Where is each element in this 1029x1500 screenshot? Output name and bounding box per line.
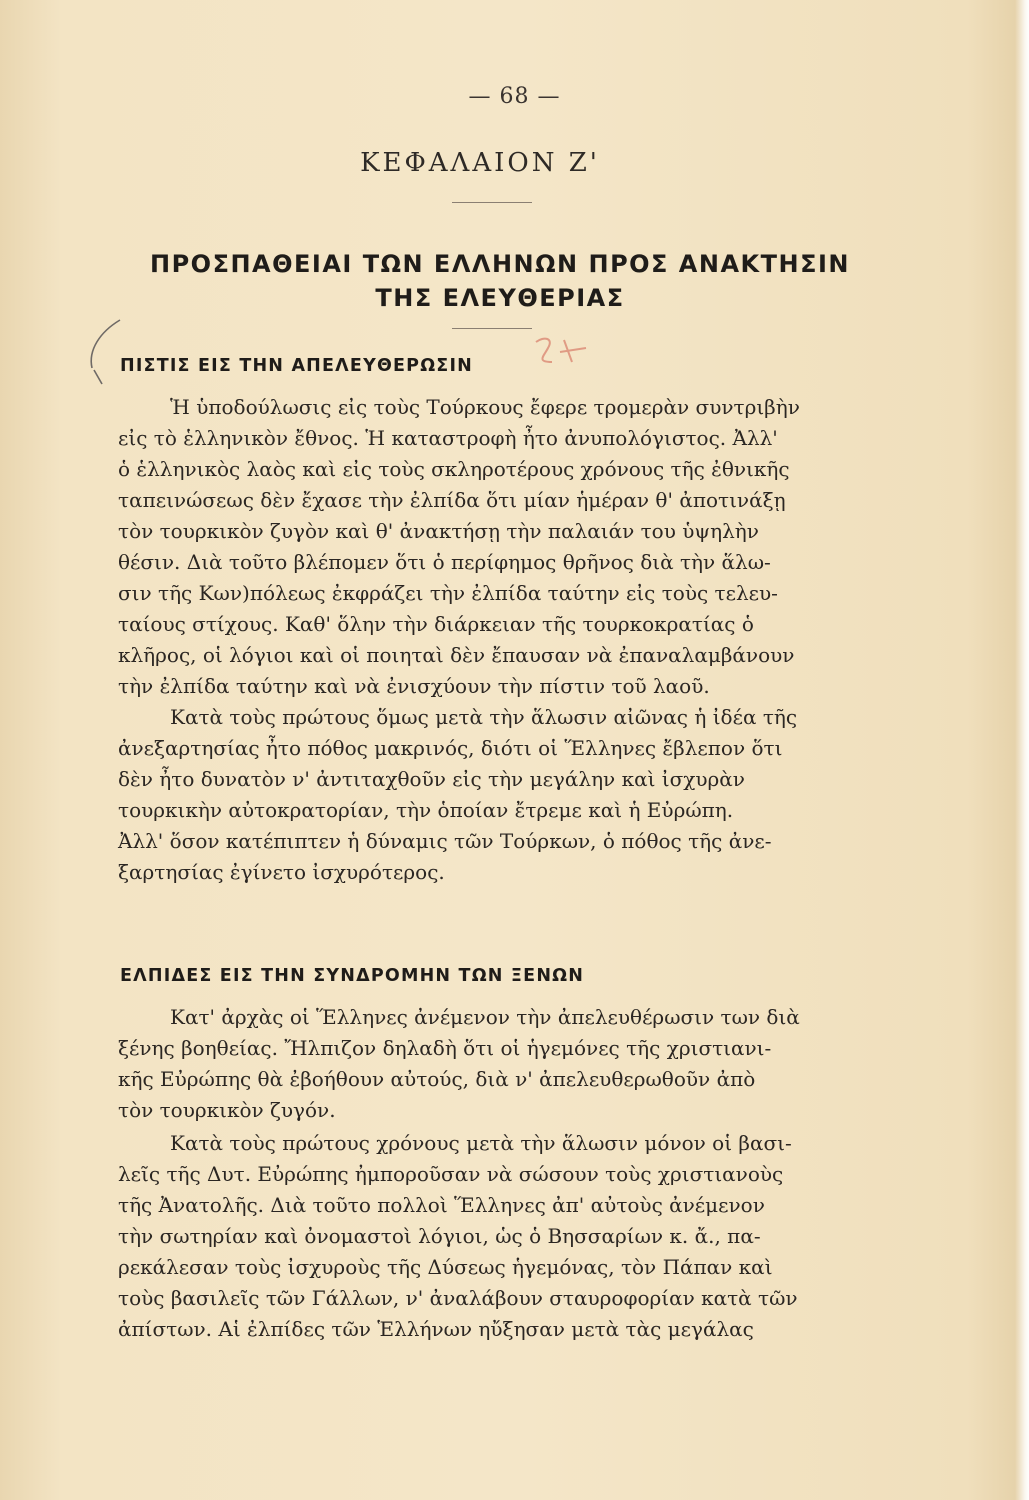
text-line: ταπεινώσεως δὲν ἔχασε τὴν ἐλπίδα ὅτι μίαν ἡμέραν θ' ἀποτινάξῃ [118,488,786,512]
paragraph-1 [118,392,878,702]
section-heading-hopes: ΕΛΠΙΔΕΣ ΕΙΣ ΤΗΝ ΣΥΝΔΡΟΜΗΝ ΤΩΝ ΞΕΝΩΝ [120,966,585,986]
text-line: τὸν τουρκικὸν ζυγὸν καὶ θ' ἀνακτήσῃ τὴν παλαιάν του ὑψηλὴν [118,519,759,543]
text-line: λεῖς τῆς Δυτ. Εὐρώπης ἠμποροῦσαν νὰ σώσουν τοὺς χριστιανοὺς [118,1162,784,1186]
title-rule [452,328,532,329]
text-line: τὴν σωτηρίαν καὶ ὀνομαστοὶ λόγιοι, ὡς ὁ Βησσαρίων κ. ἄ., πα- [118,1224,761,1248]
pencil-margin-mark [80,318,130,388]
text-line: Κατὰ τοὺς πρώτους ὅμως μετὰ τὴν ἅλωσιν αἰῶνας ἡ ἰδέα τῆς [170,705,798,729]
text-line: ρεκάλεσαν τοὺς ἰσχυροὺς τῆς Δύσεως ἡγεμόνας, τὸν Πάπαν καὶ [118,1255,773,1279]
title-line-2: ΤΗΣ ΕΛΕΥΘΕΡΙΑΣ [375,284,625,312]
text-line: ὁ ἑλληνικὸς λαὸς καὶ εἰς τοὺς σκληροτέρους χρόνους τῆς ἐθνικῆς [118,457,790,481]
text-line: ταίους στίχους. Καθ' ὅλην τὴν διάρκειαν τῆς τουρκοκρατίας ὁ [118,612,754,636]
text-line: εἰς τὸ ἑλληνικὸν ἔθνος. Ἡ καταστροφὴ ἦτο ἀνυπολόγιστος. Ἀλλ' [118,426,778,450]
text-line: τὸν τουρκικὸν ζυγόν. [118,1098,336,1122]
text-line: Ἀλλ' ὅσον κατέπιπτεν ἡ δύναμις τῶν Τούρκων, ὁ πόθος τῆς ἀνε- [118,829,772,853]
red-pencil-annotation [530,332,600,378]
text-line: κλῆρος, οἱ λόγιοι καὶ οἱ ποιηταὶ δὲν ἔπαυσαν νὰ ἐπαναλαμβάνουν [118,643,795,667]
title-line-1: ΠΡΟΣΠΑΘΕΙΑΙ ΤΩΝ ΕΛΛΗΝΩΝ ΠΡΟΣ ΑΝΑΚΤΗΣΙΝ [149,250,851,278]
text-line: Κατ' ἀρχὰς οἱ Ἕλληνες ἀνέμενον τὴν ἀπελευθέρωσιν των διὰ [170,1005,800,1029]
scan-edge [1015,0,1029,1500]
text-line: σιν τῆς Κων)πόλεως ἐκφράζει τὴν ἐλπίδα ταύτην εἰς τοὺς τελευ- [118,581,778,605]
chapter-heading: ΚΕΦΑΛΑΙΟΝ Ζ' [360,148,600,178]
text-line: ξαρτησίας ἐγίνετο ἰσχυρότερος. [118,860,445,884]
text-line: Ἡ ὑποδούλωσις εἰς τοὺς Τούρκους ἔφερε τρομερὰν συντριβὴν [170,395,800,419]
text-line: δὲν ἦτο δυνατὸν ν' ἀντιταχθοῦν εἰς τὴν μεγάλην καὶ ἰσχυρὰν [118,767,745,791]
chapter-rule [452,202,532,203]
text-line: τοὺς βασιλεῖς τῶν Γάλλων, ν' ἀναλάβουν σταυροφορίαν κατὰ τῶν [118,1286,798,1310]
paragraph-3 [118,1002,878,1126]
text-line: ἀνεξαρτησίας ἦτο πόθος μακρινός, διότι οἱ Ἕλληνες ἔβλεπον ὅτι [118,736,783,760]
paragraph-4 [118,1128,878,1345]
text-line: τῆς Ἀνατολῆς. Διὰ τοῦτο πολλοὶ Ἕλληνες ἀπ' αὐτοὺς ἀνέμενον [118,1193,765,1217]
text-line: κῆς Εὐρώπης θὰ ἐβοήθουν αὐτούς, διὰ ν' ἀπελευθερωθοῦν ἀπὸ [118,1067,756,1091]
section-heading-faith: ΠΙΣΤΙΣ ΕΙΣ ΤΗΝ ΑΠΕΛΕΥΘΕΡΩΣΙΝ [120,356,474,376]
text-line: Κατὰ τοὺς πρώτους χρόνους μετὰ τὴν ἅλωσιν μόνον οἱ βασι- [170,1131,792,1155]
text-line: τὴν ἐλπίδα ταύτην καὶ νὰ ἐνισχύουν τὴν πίστιν τοῦ λαοῦ. [118,674,710,698]
page-number: — 68 — [468,84,561,109]
text-line: ξένης βοηθείας. Ἤλπιζον δηλαδὴ ὅτι οἱ ἡγεμόνες τῆς χριστιανι- [118,1036,772,1060]
text-line: θέσιν. Διὰ τοῦτο βλέπομεν ὅτι ὁ περίφημος θρῆνος διὰ τὴν ἅλω- [118,550,771,574]
text-line: τουρκικὴν αὐτοκρατορίαν, τὴν ὁποίαν ἔτρεμε καὶ ἡ Εὐρώπη. [118,798,734,822]
paragraph-2 [118,702,878,888]
text-line: ἀπίστων. Αἱ ἐλπίδες τῶν Ἑλλήνων ηὔξησαν μετὰ τὰς μεγάλας [118,1317,754,1341]
